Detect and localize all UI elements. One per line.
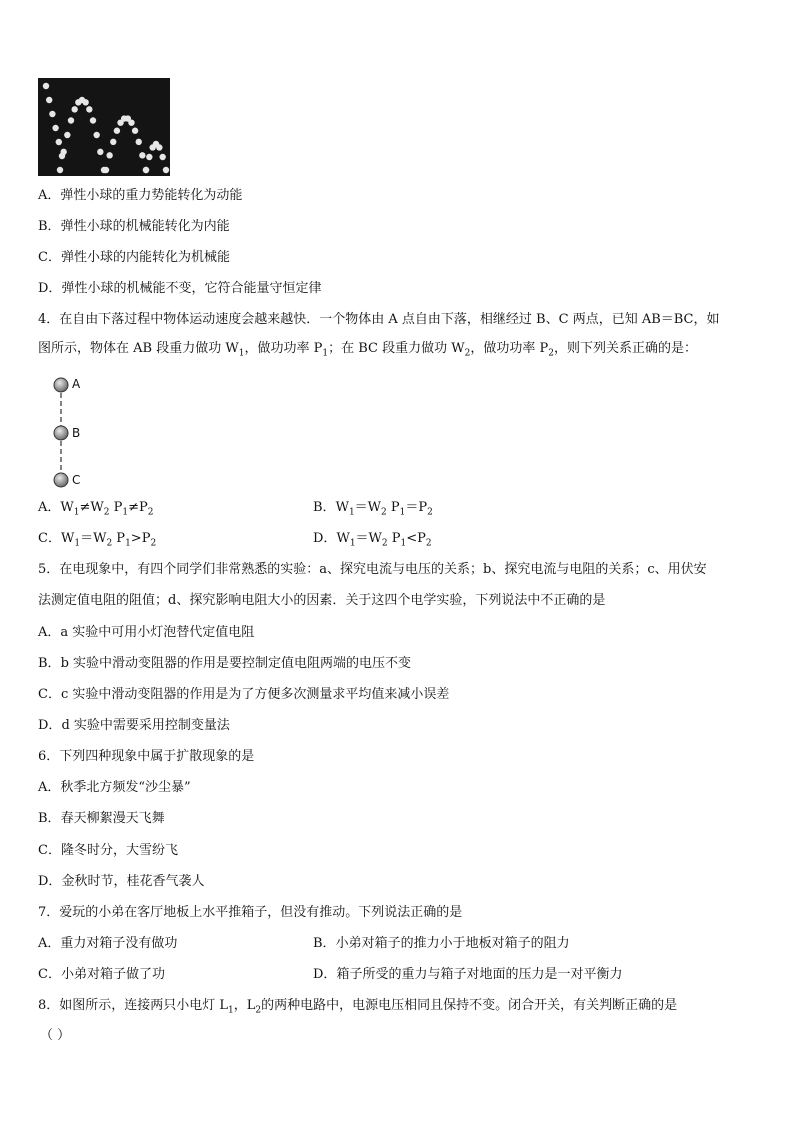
- point-c-label: C: [72, 473, 81, 487]
- ball-trail-dot: [128, 119, 134, 125]
- q5-stem-line2: 法测定值电阻的阻值；d、探究影响电阻大小的因素．关于这四个电学实验，下列说法中不正确的是: [38, 593, 606, 608]
- q4-option-d[interactable]: D．$W_1=W_2$ $P_1<P_2$: [313, 531, 432, 549]
- point-b-ball: [54, 426, 68, 440]
- q4-stem-line1: 4．在自由下落过程中物体运动速度会越来越快．一个物体由 A 点自由下落，相继经过 B、C 两点，已知 AB＝BC，如: [38, 312, 720, 327]
- q5-option-d[interactable]: D．d 实验中需要采用控制变量法: [38, 718, 230, 733]
- ball-trail-dot: [103, 167, 109, 173]
- ball-trail-dot: [132, 128, 138, 134]
- ball-trail-dot: [52, 125, 58, 131]
- ball-trail-dot: [49, 111, 55, 117]
- ball-trail-dot: [143, 167, 149, 173]
- q4-stem-line2: 图所示，物体在 AB 段重力做功 $W_1$，做功功率 $P_1$；在 BC 段重力做功 $W_2$，做功功率 $P_2$，则下列关系正确的是：: [38, 341, 697, 359]
- q3-option-d[interactable]: D．弹性小球的机械能不变，它符合能量守恒定律: [38, 281, 322, 296]
- ball-trail-dot: [163, 167, 169, 173]
- ball-trail-dot: [156, 144, 162, 150]
- q7-option-c[interactable]: C．小弟对箱子做了功: [38, 967, 165, 982]
- ball-trail-dot: [90, 117, 96, 123]
- q4-option-c[interactable]: C．$W_1=W_2$ $P_1>P_2$: [38, 531, 157, 549]
- ball-trail-dot: [139, 152, 145, 158]
- q6-option-a[interactable]: A．秋季北方频发“沙尘暴”: [38, 780, 191, 795]
- q7-option-a[interactable]: A．重力对箱子没有做功: [38, 936, 178, 951]
- q3-option-a[interactable]: A．弹性小球的重力势能转化为动能: [38, 188, 243, 203]
- ball-trail-dot: [136, 139, 142, 145]
- point-c-ball: [54, 473, 68, 487]
- ball-trail-dot: [60, 149, 66, 155]
- falling-object-diagram: [50, 370, 130, 490]
- q6-option-c[interactable]: C．隆冬时分，大雪纷飞: [38, 843, 178, 858]
- q7-option-d[interactable]: D．箱子所受的重力与箱子对地面的压力是一对平衡力: [313, 967, 623, 982]
- ball-trail-dot: [159, 154, 165, 160]
- ball-trail-dot: [146, 154, 152, 160]
- q5-option-b[interactable]: B．b 实验中滑动变阻器的作用是要控制定值电阻两端的电压不变: [38, 656, 412, 671]
- point-b-label: B: [72, 426, 81, 440]
- q6-stem: 6．下列四种现象中属于扩散现象的是: [38, 749, 255, 764]
- ball-trail-dot: [114, 128, 120, 134]
- ball-trail-dot: [71, 106, 77, 112]
- ball-trail-dot: [56, 139, 62, 145]
- q3-option-b[interactable]: B．弹性小球的机械能转化为内能: [38, 219, 230, 234]
- q4-option-b[interactable]: B．$W_1=W_2$ $P_1=P_2$: [313, 500, 433, 518]
- q6-option-d[interactable]: D．金秋时节，桂花香气袭人: [38, 874, 205, 889]
- q5-stem-line1: 5．在电现象中，有四个同学们非常熟悉的实验：a、探究电流与电压的关系；b、探究电流与电阻的关系；c、用伏安: [38, 562, 707, 577]
- q5-option-a[interactable]: A．a 实验中可用小灯泡替代定值电阻: [38, 625, 255, 640]
- q7-option-b[interactable]: B．小弟对箱子的推力小于地板对箱子的阻力: [313, 936, 570, 951]
- ball-trail-dot: [97, 149, 103, 155]
- q4-option-a[interactable]: A．$W_1\ne W_2$ $P_1\ne P_2$: [38, 500, 154, 518]
- ball-trail-dot: [57, 167, 63, 173]
- ball-trail-dot: [64, 132, 70, 138]
- q5-option-c[interactable]: C．c 实验中滑动变阻器的作用是为了方便多次测量求平均值来减小误差: [38, 687, 450, 702]
- q6-option-b[interactable]: B．春天柳絮漫天飞舞: [38, 811, 165, 826]
- ball-trail-dot: [43, 83, 49, 89]
- q3-option-c[interactable]: C．弹性小球的内能转化为机械能: [38, 250, 230, 265]
- ball-trail-dot: [82, 99, 88, 105]
- ball-trail-dot: [93, 132, 99, 138]
- q8-stem: 8．如图所示，连接两只小电灯 $L_1$，$L_2$的两种电路中，电源电压相同且保持不变。闭合开关，有关判断正确的是: [38, 998, 678, 1016]
- ball-trail-dot: [68, 117, 74, 123]
- point-a-ball: [54, 378, 68, 392]
- ball-trail-dot: [106, 152, 112, 158]
- q8-answer-paren[interactable]: （ ）: [40, 1028, 71, 1043]
- point-a-label: A: [72, 377, 81, 391]
- ball-trail-dot: [86, 106, 92, 112]
- q7-stem: 7．爱玩的小弟在客厅地板上水平推箱子，但没有推动。下列说法正确的是: [38, 905, 463, 920]
- bouncing-ball-photo: [38, 78, 170, 176]
- ball-trail-dot: [46, 97, 52, 103]
- ball-trail-dot: [110, 139, 116, 145]
